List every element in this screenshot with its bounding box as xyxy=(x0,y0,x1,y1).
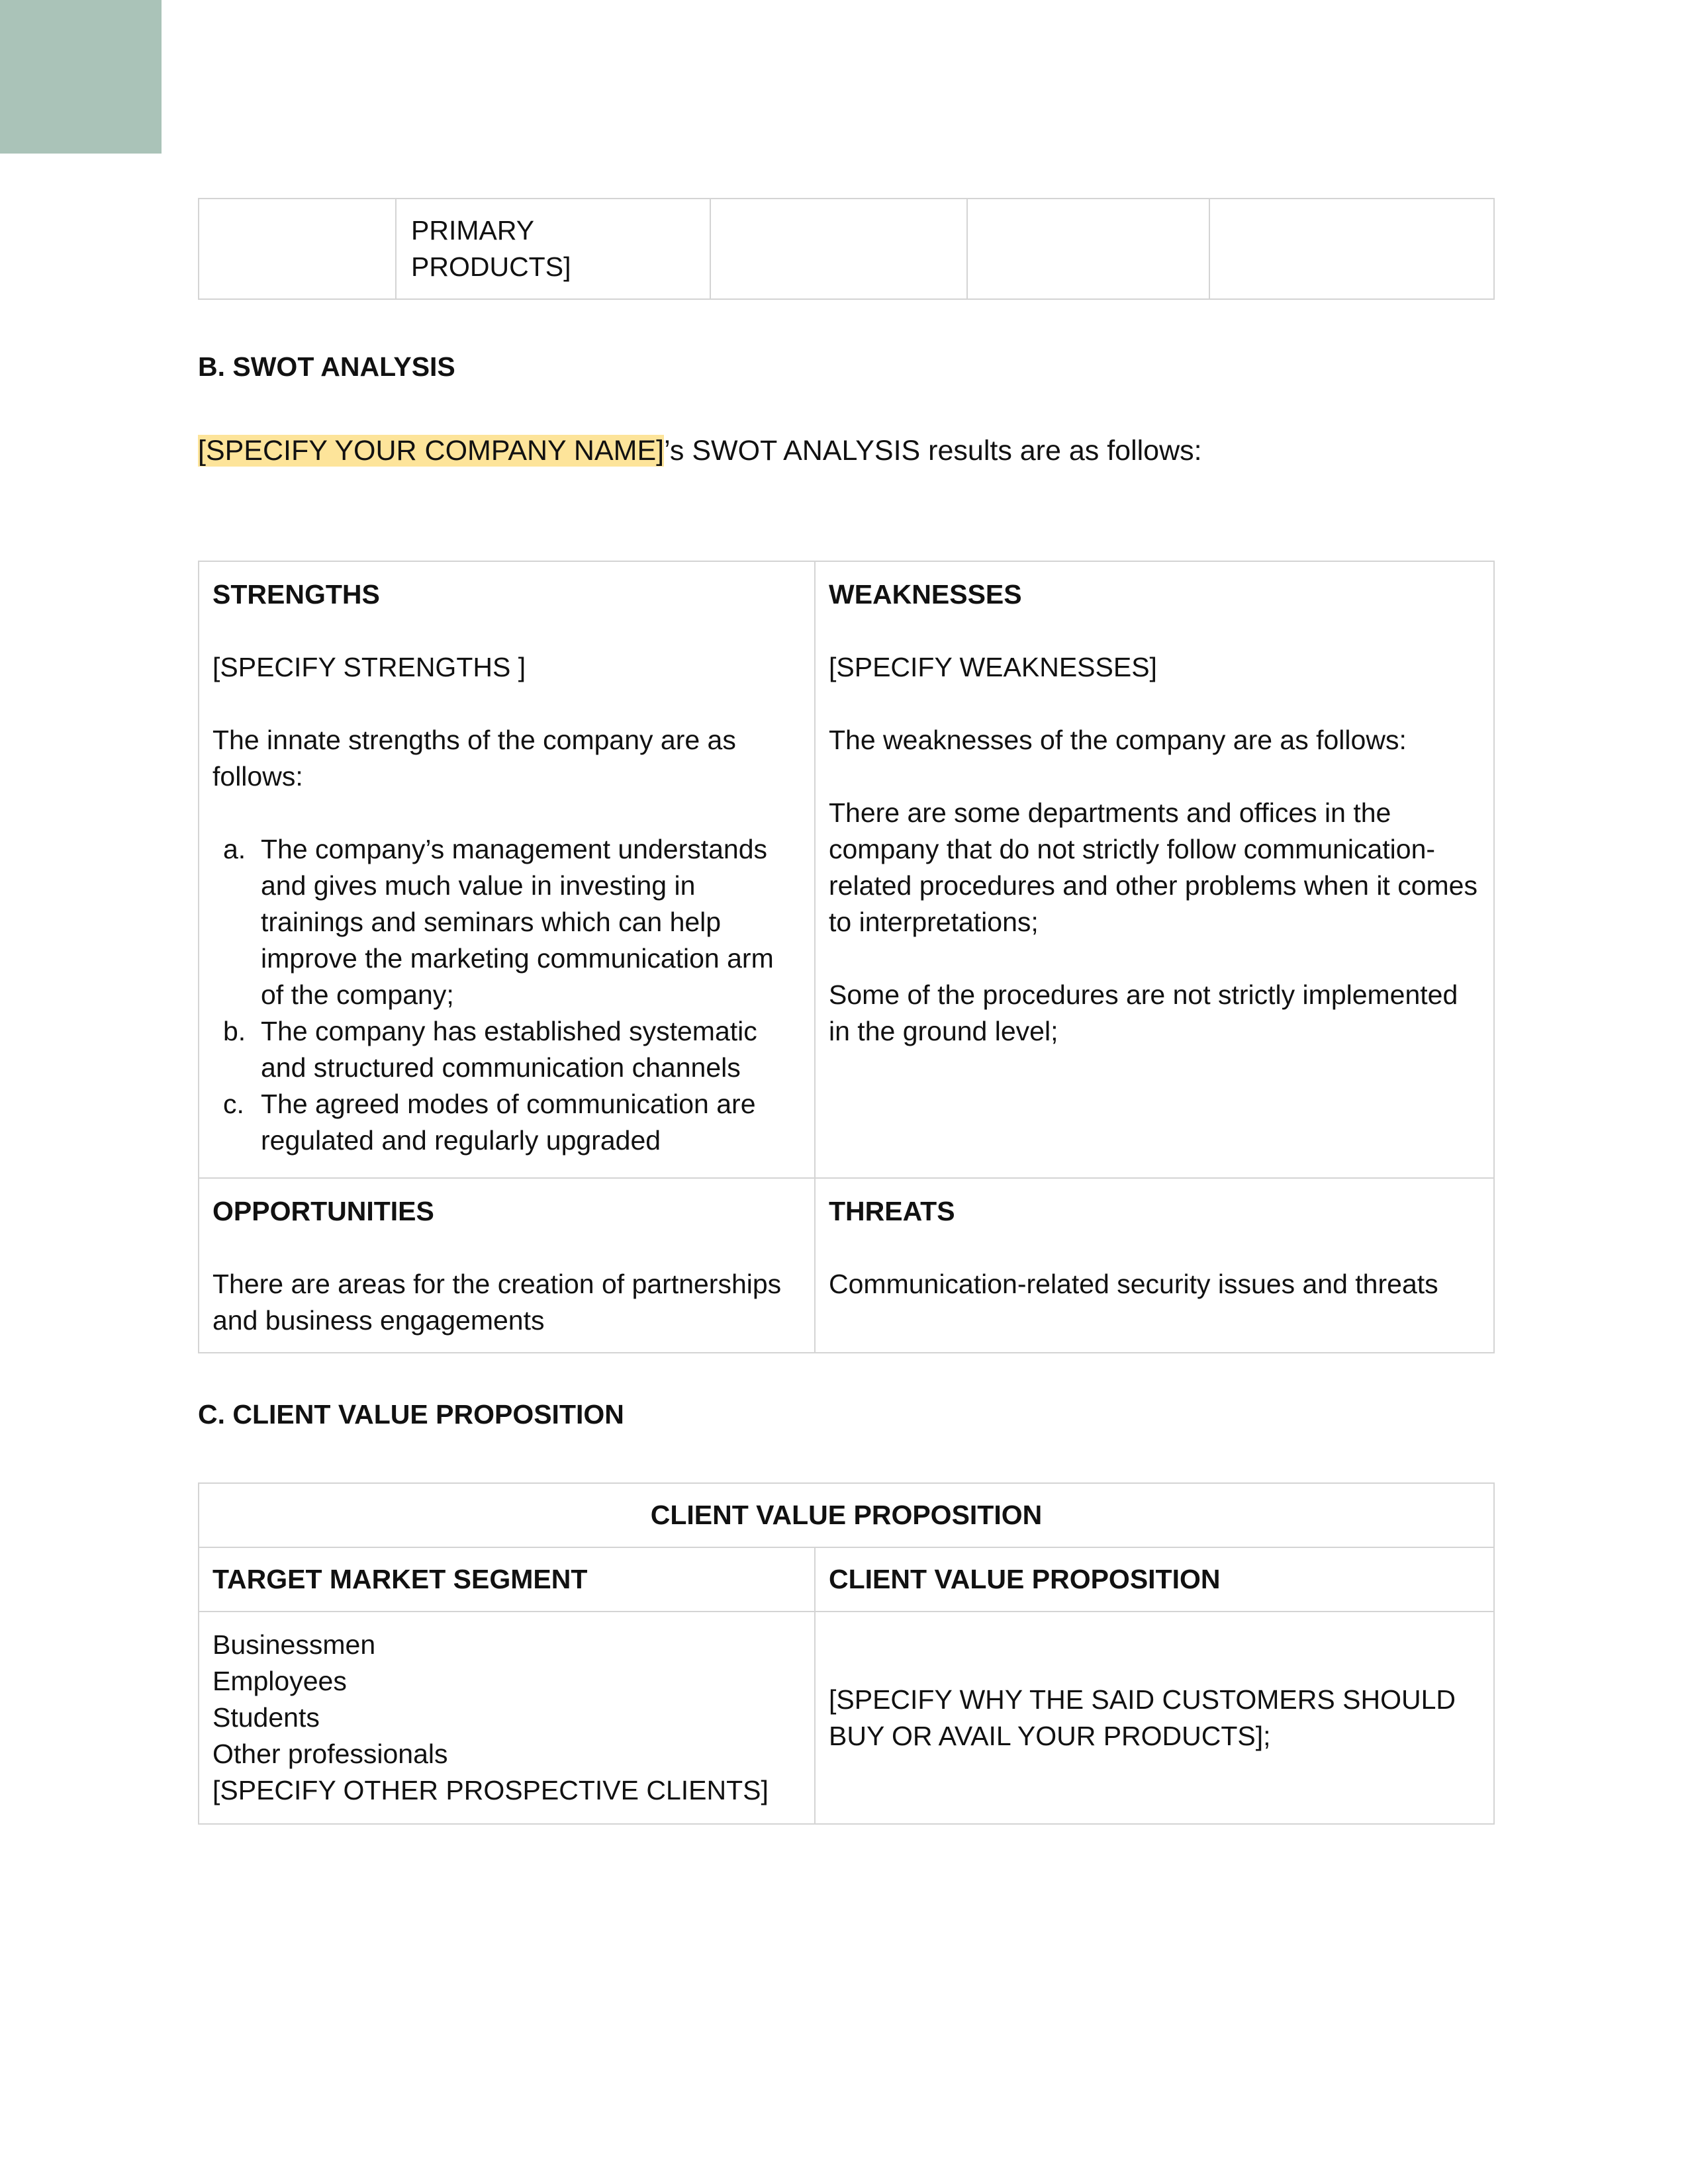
threats-cell xyxy=(815,1178,1494,1353)
strengths-placeholder: [SPECIFY STRENGTHS ] xyxy=(212,652,526,682)
section-b-heading: B. SWOT ANALYSIS xyxy=(198,351,455,382)
table-row xyxy=(199,1178,1494,1353)
section-c-heading: C. CLIENT VALUE PROPOSITION xyxy=(198,1399,624,1430)
segment-item: Students xyxy=(212,1702,320,1733)
strengths-intro: The innate strengths of the company are as follows: xyxy=(212,725,736,792)
opportunities-title: OPPORTUNITIES xyxy=(212,1196,434,1226)
list-item-text: The company has established systematic and structured communication channels xyxy=(261,1016,757,1083)
table-cell xyxy=(199,199,396,299)
table-row xyxy=(199,1547,1494,1612)
segment-item: [SPECIFY OTHER PROSPECTIVE CLIENTS] xyxy=(212,1775,769,1805)
threats-text: Communication-related security issues and threats xyxy=(829,1269,1438,1299)
list-marker: a. xyxy=(223,834,246,864)
opportunities-text: There are areas for the creation of partnerships and business engagements xyxy=(212,1269,782,1336)
segment-cell xyxy=(199,1612,815,1824)
weaknesses-cell xyxy=(815,561,1494,1178)
table-cell: PRIMARY PRODUCTS] xyxy=(396,199,710,299)
swot-intro-text: ’s SWOT ANALYSIS results are as follows: xyxy=(664,435,1202,467)
weaknesses-placeholder: [SPECIFY WEAKNESSES] xyxy=(829,652,1157,682)
table-row xyxy=(199,1483,1494,1547)
strengths-list xyxy=(212,831,801,1159)
list-item-text: The agreed modes of communication are regulated and regularly upgraded xyxy=(261,1089,756,1156)
strengths-cell xyxy=(199,561,815,1178)
table-row xyxy=(199,1612,1494,1824)
list-item xyxy=(212,831,801,1013)
segment-item: Employees xyxy=(212,1666,347,1696)
corner-decoration xyxy=(0,0,162,154)
table-row xyxy=(199,561,1494,1178)
list-marker: b. xyxy=(223,1016,246,1046)
proposition-cell: [SPECIFY WHY THE SAID CUSTOMERS SHOULD BUY OR AVAIL YOUR PRODUCTS]; xyxy=(815,1612,1494,1824)
column-header: TARGET MARKET SEGMENT xyxy=(199,1547,815,1612)
weaknesses-title: WEAKNESSES xyxy=(829,579,1022,610)
table-title: CLIENT VALUE PROPOSITION xyxy=(199,1483,1494,1547)
opportunities-cell xyxy=(199,1178,815,1353)
weaknesses-paragraph: There are some departments and offices in the company that do not strictly follow communication-related procedures and other problems when it comes to interpretations; xyxy=(829,797,1477,937)
segment-item: Other professionals xyxy=(212,1739,448,1769)
client-value-table xyxy=(198,1482,1495,1825)
swot-intro xyxy=(198,433,1202,469)
list-item xyxy=(212,1086,801,1159)
list-item xyxy=(212,1013,801,1086)
company-name-placeholder: [SPECIFY YOUR COMPANY NAME] xyxy=(198,435,665,467)
weaknesses-paragraph: Some of the procedures are not strictly implemented in the ground level; xyxy=(829,979,1458,1046)
table-cell xyxy=(967,199,1209,299)
list-item-text: The company’s management understands and gives much value in investing in trainings and seminars which can help improve the marketing communication arm of the company; xyxy=(261,834,774,1010)
weaknesses-intro: The weaknesses of the company are as follows: xyxy=(829,725,1407,755)
swot-table xyxy=(198,561,1495,1353)
segment-item: Businessmen xyxy=(212,1629,376,1660)
table-cell xyxy=(1209,199,1494,299)
column-header: CLIENT VALUE PROPOSITION xyxy=(815,1547,1494,1612)
threats-title: THREATS xyxy=(829,1196,955,1226)
table-row xyxy=(199,199,1494,299)
strengths-title: STRENGTHS xyxy=(212,579,380,610)
table-cell xyxy=(710,199,967,299)
list-marker: c. xyxy=(223,1089,244,1119)
continuation-table xyxy=(198,198,1495,300)
